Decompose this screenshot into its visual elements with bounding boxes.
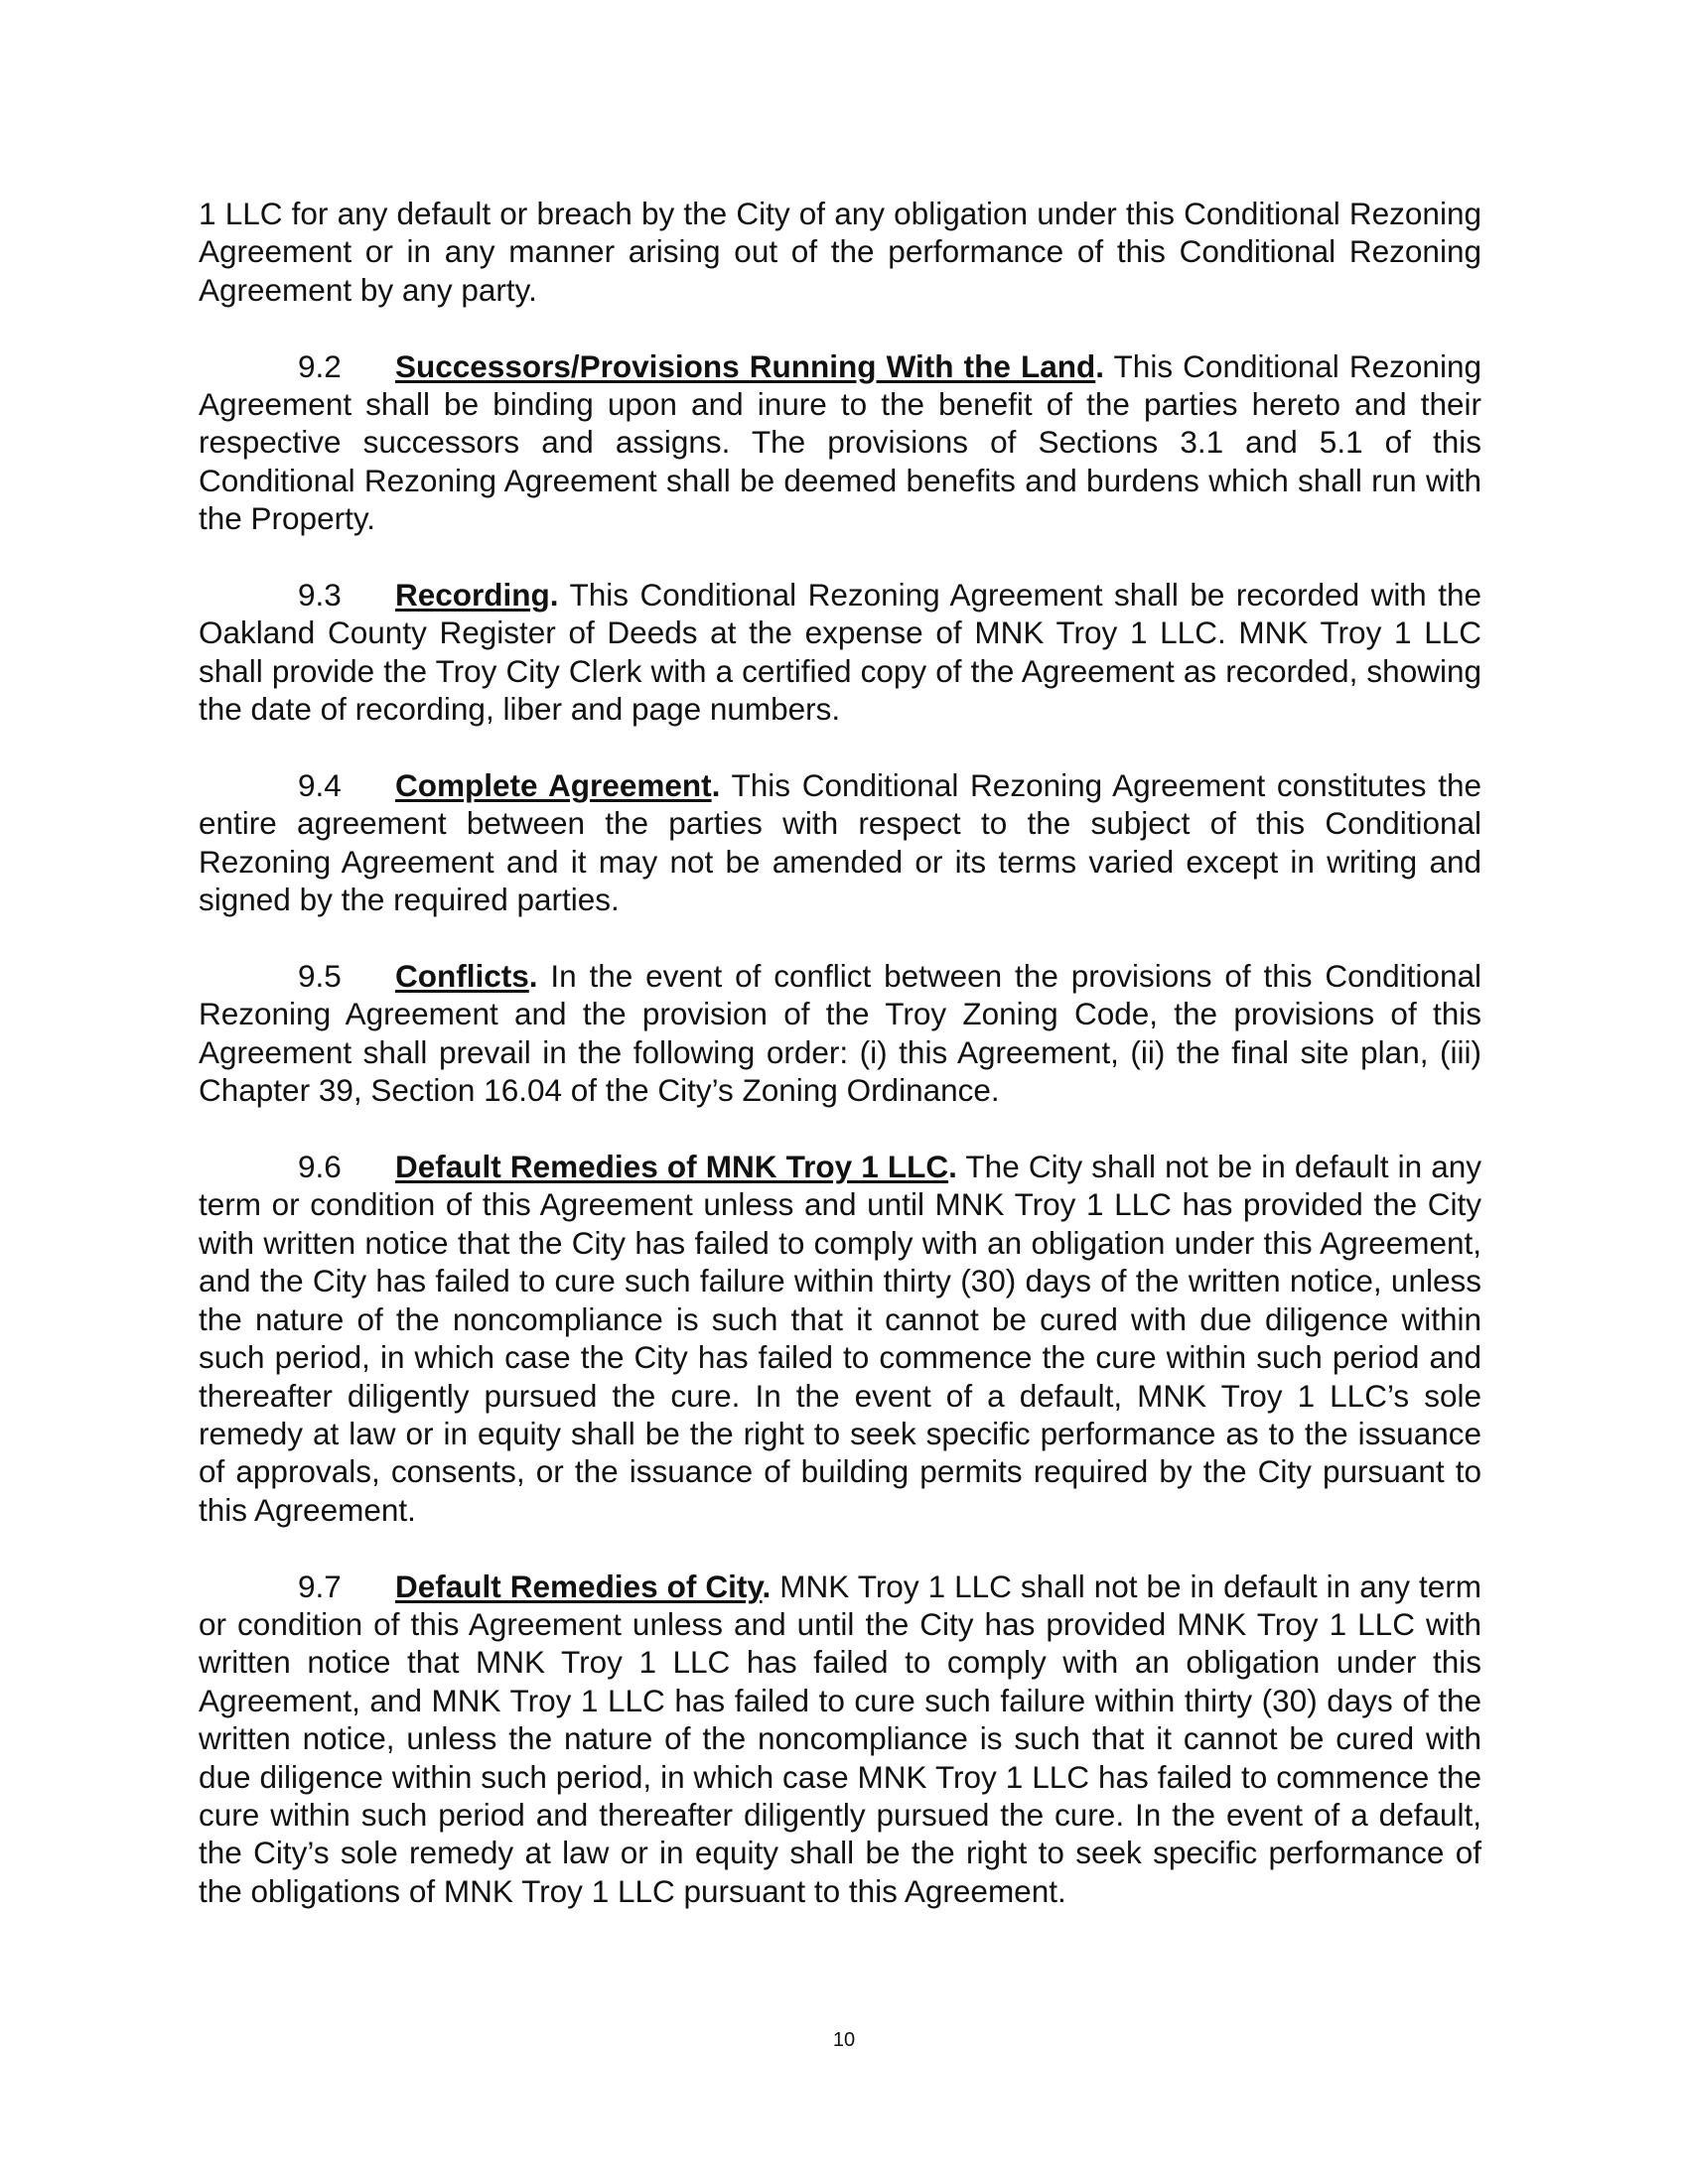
section-heading-punct: . — [1095, 347, 1105, 384]
section-heading: Conflicts — [395, 958, 529, 995]
section-heading: Default Remedies of City — [395, 1568, 763, 1604]
section-heading-punct: . — [528, 958, 538, 995]
section-number: 9.3 — [298, 577, 342, 614]
section-body: This Conditional Rezoning Agreement constitutes the entire agreement between the parties with respect to the subject of this Conditional Rezoning Agreement and it may not be amended or its terms varied except in writing and signed by the required parties. — [199, 767, 1481, 918]
section-heading: Successors/Provisions Running With the Land — [395, 347, 1096, 384]
section-heading-punct: . — [762, 1568, 772, 1604]
section-heading-punct: . — [711, 767, 721, 804]
intro-paragraph: 1 LLC for any default or breach by the City of any obligation under this Conditional Rezoning Agreement or in any manner arising out of the performance of this Conditional Rezoning Agreement by any party. — [199, 196, 1481, 308]
section-body: This Conditional Rezoning Agreement shall be binding upon and inure to the benefit of the parties hereto and their respective successors and assigns. The provisions of Sections 3.1 and 5.1 of this Conditional Rezoning Agreement shall be deemed benefits and burdens which shall run with the Property. — [199, 347, 1481, 537]
section-body: MNK Troy 1 LLC shall not be in default in any term or condition of this Agreement unless and until the City has provided MNK Troy 1 LLC with written notice that MNK Troy 1 LLC has failed to comply with an obligation under this Agreement, and MNK Troy 1 LLC has failed to cure such failure within thirty (30) days of the written notice, unless the nature of the noncompliance is such that it cannot be cured with due diligence within such period, in which case MNK Troy 1 LLC has failed to commence the cure within such period and thereafter diligently pursued the cure. In the event of a default, the City’s sole remedy at law or in equity shall be the right to seek specific performance of the obligations of MNK Troy 1 LLC pursuant to this Agreement. — [199, 1568, 1481, 1909]
section-9-5 — [199, 957, 1481, 1110]
section-body: In the event of conflict between the provisions of this Conditional Rezoning Agreement and the provision of the Troy Zoning Code, the provisions of this Agreement shall prevail in the following order: (i) this Agreement, (ii) the final site plan, (iii) Chapter 39, Section 16.04 of the City’s Zoning Ordinance. — [199, 958, 1481, 1109]
section-number: 9.7 — [298, 1568, 342, 1604]
section-9-7 — [199, 1568, 1481, 1911]
section-number: 9.2 — [298, 347, 342, 384]
section-number: 9.5 — [298, 958, 342, 995]
section-9-6 — [199, 1148, 1481, 1529]
document-page — [199, 195, 1481, 1949]
page-number: 10 — [832, 2029, 856, 2051]
section-9-2 — [199, 347, 1481, 538]
section-body: This Conditional Rezoning Agreement shall be recorded with the Oakland County Register of Deeds at the expense of MNK Troy 1 LLC. MNK Troy 1 LLC shall provide the Troy City Clerk with a certified copy of the Agreement as recorded, showing the date of recording, liber and page numbers. — [199, 577, 1481, 728]
section-heading: Recording — [395, 577, 550, 614]
section-9-3 — [199, 576, 1481, 729]
section-9-4 — [199, 766, 1481, 919]
section-heading-punct: . — [948, 1149, 957, 1185]
section-number: 9.4 — [298, 767, 342, 804]
section-heading: Default Remedies of MNK Troy 1 LLC — [395, 1149, 949, 1185]
section-number: 9.6 — [298, 1149, 342, 1185]
section-heading: Complete Agreement — [395, 767, 712, 804]
section-heading-punct: . — [549, 577, 559, 614]
section-body: The City shall not be in default in any term or condition of this Agreement unless and until MNK Troy 1 LLC has provided the City with written notice that the City has failed to comply with an obligation under this Agreement, and the City has failed to cure such failure within thirty (30) days of the written notice, unless the nature of the noncompliance is such that it cannot be cured with due diligence within such period, in which case the City has failed to commence the cure within such period and thereafter diligently pursued the cure. In the event of a default, MNK Troy 1 LLC’s sole remedy at law or in equity shall be the right to seek specific performance as to the issuance of approvals, consents, or the issuance of building permits required by the City pursuant to this Agreement. — [199, 1149, 1482, 1528]
